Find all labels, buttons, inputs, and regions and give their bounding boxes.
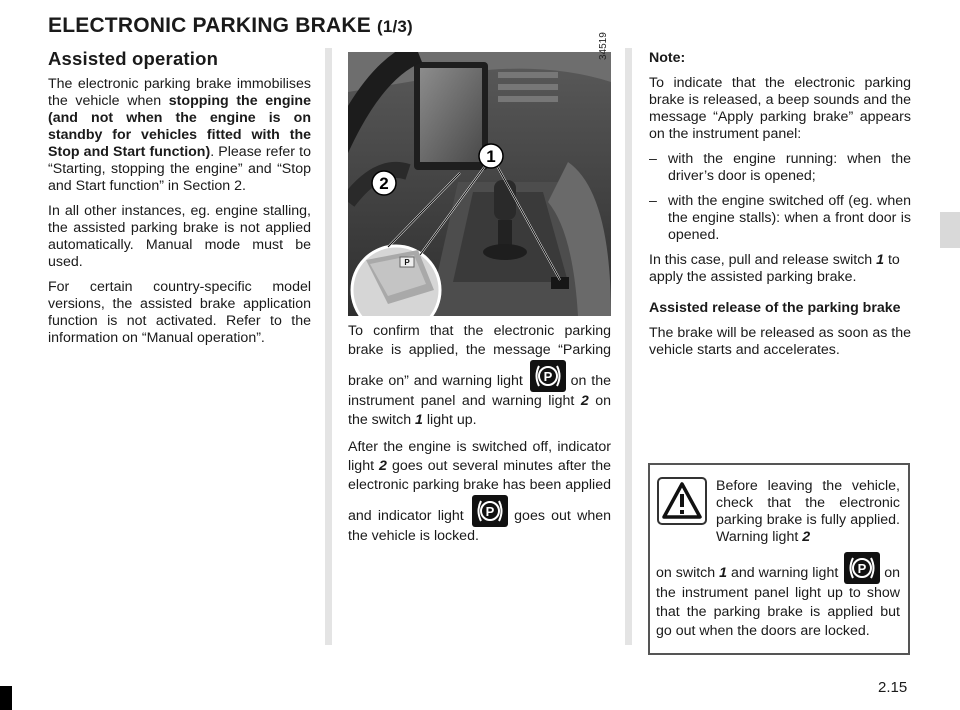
paragraph-after-engine-off: After the engine is switched off, indicator light 2 goes out several minutes after the electronic parking brake has been applied and indicator light P goes out when the vehicle is locked.	[348, 439, 611, 544]
paragraph-country-specific: For certain country-specific model versions, the assisted brake application function is not activated. Refer to the information on “Manual operation”.	[48, 279, 311, 346]
parking-brake-warning-light-icon	[472, 495, 508, 527]
section-tab	[940, 212, 960, 248]
warning-intro: Before leaving the vehicle, check that the electronic parking brake is fully applied. Warning light 2	[716, 478, 900, 545]
column-divider-left	[325, 48, 332, 645]
paragraph-confirm-applied: To confirm that the electronic parking brake is applied, the message “Parking brake on” and warning light P on the instrument panel and warning light 2 on the switch 1 light up.	[348, 323, 611, 428]
bullet-engine-running: – with the engine running: when the driver’s door is opened;	[649, 151, 911, 184]
switch-p-symbol: P	[404, 258, 410, 267]
page-title	[48, 14, 413, 38]
parking-brake-warning-light-icon	[530, 360, 566, 392]
console-illustration	[348, 52, 611, 316]
page-number: 2.15	[878, 679, 908, 696]
warning-body: on switch 1 and warning light P on the instrument panel light up to show that the parking brake is applied but go out when the doors are locked.	[656, 552, 900, 641]
section-heading: Assisted operation	[48, 48, 219, 69]
console-photo	[348, 52, 611, 316]
svg-text:P: P	[543, 369, 553, 384]
paragraph-release: The brake will be released as soon as the vehicle starts and accelerates.	[649, 325, 911, 358]
column-confirmation	[348, 322, 611, 554]
heading-assisted-release: Assisted release of the parking brake	[649, 300, 901, 316]
column-assisted-operation	[48, 50, 311, 355]
paragraph-other-instances: In all other instances, eg. engine stalling, the assisted parking brake is not applied automatically. Manual mode must be used.	[48, 203, 311, 270]
title-text: ELECTRONIC PARKING BRAKE	[48, 14, 371, 37]
footer-bar	[0, 686, 12, 710]
svg-text:P: P	[857, 561, 867, 576]
note-label: Note:	[649, 50, 686, 66]
paragraph-immobilise: The electronic parking brake immobilises the vehicle when stopping the engine (and not when the engine is on standby for vehicles fitted with the Stop and Start function). Please refer to “Starting, stopping the engine” and “Stop and Start function” in Section 2.	[48, 76, 311, 194]
parking-brake-warning-light-icon	[844, 552, 880, 584]
note-paragraph: To indicate that the electronic parking brake is released, a beep sounds and the message “Apply parking brake” appears on the instrument panel:	[649, 75, 911, 142]
callout-1: 1	[486, 147, 496, 166]
bullet-engine-off: – with the engine switched off (eg. when the engine stalls): when a front door is opened.	[649, 193, 911, 243]
svg-text:P: P	[485, 504, 495, 519]
figure-code: 34519	[598, 32, 609, 60]
callout-2: 2	[379, 174, 389, 193]
title-part: (1/3)	[376, 17, 413, 36]
warning-text	[656, 478, 900, 641]
column-divider-right	[625, 48, 632, 645]
column-note	[649, 50, 911, 367]
paragraph-pull-switch: In this case, pull and release switch 1 to apply the assisted parking brake.	[649, 252, 900, 285]
